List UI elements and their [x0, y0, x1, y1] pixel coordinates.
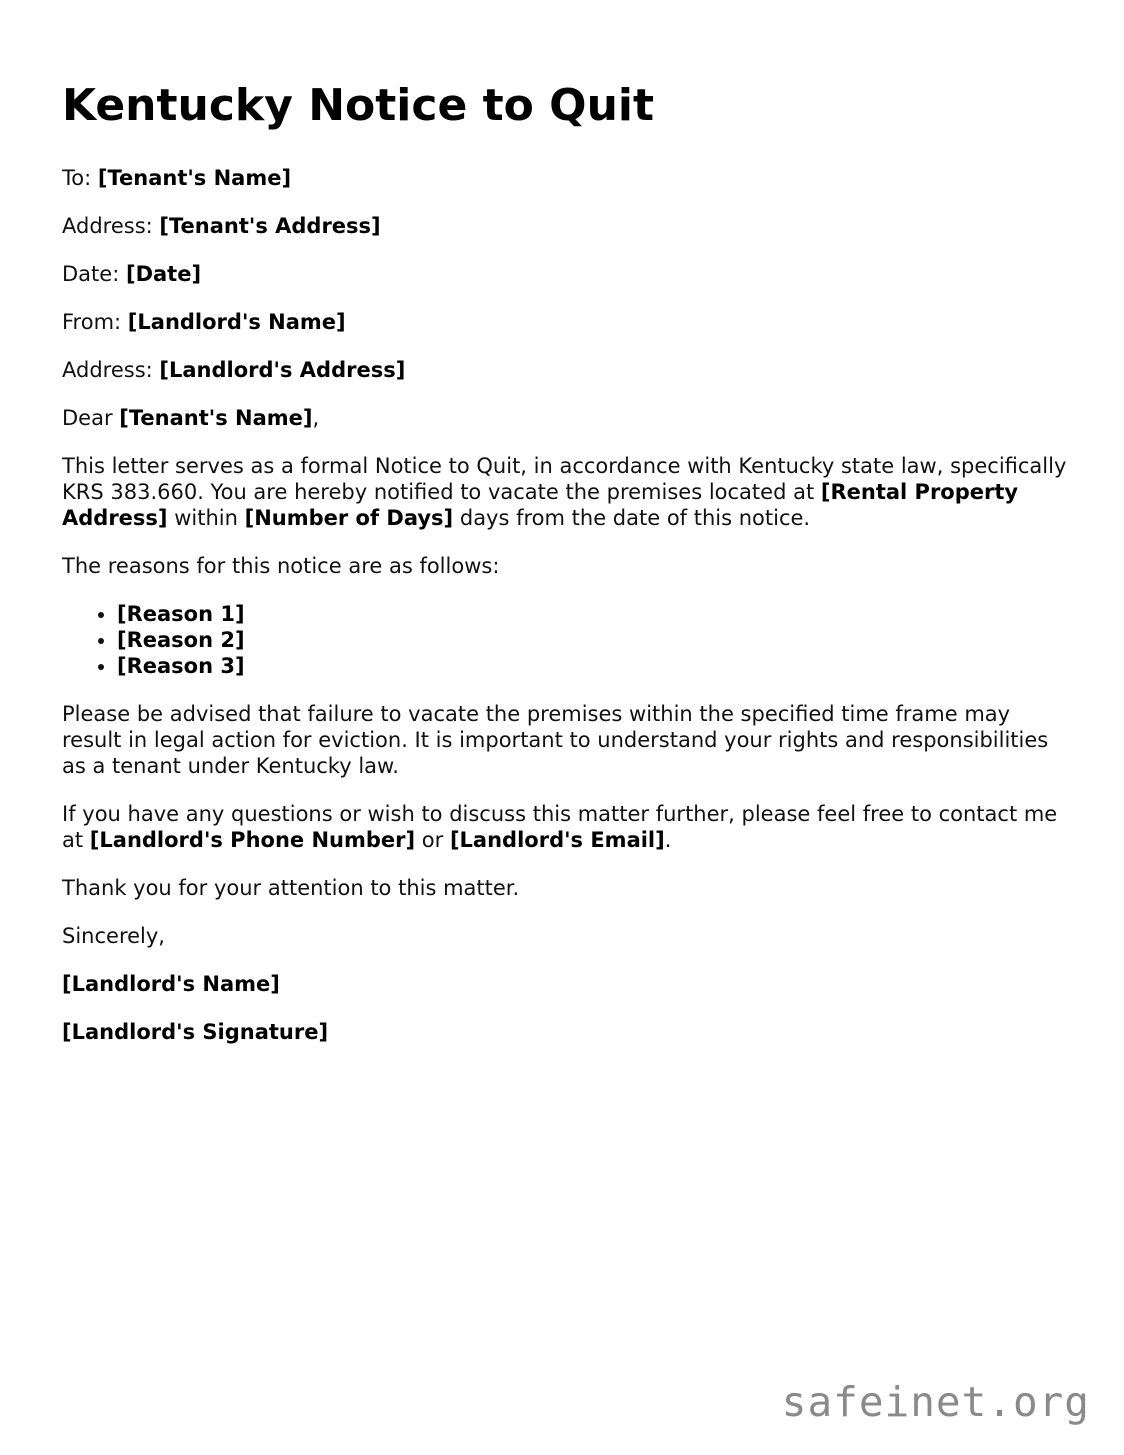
- notice-text-b: within: [174, 506, 238, 530]
- salutation-prefix: Dear: [62, 406, 113, 430]
- landlord-address-line: [62, 357, 1072, 383]
- from-label: From:: [62, 310, 122, 334]
- tenant-name-field: [Tenant's Name]: [97, 166, 292, 190]
- landlord-email-field: [Landlord's Email]: [449, 828, 665, 852]
- document-title: Kentucky Notice to Quit: [62, 80, 655, 131]
- notice-document: [62, 78, 1072, 1067]
- list-item: [117, 601, 1072, 627]
- tenant-address-label: Address:: [62, 214, 153, 238]
- reason-3: [Reason 3]: [117, 654, 245, 678]
- notice-text-a: This letter serves as a formal Notice to Quit, in accordance with Kentucky state law, specifically KRS 383.660. You are hereby notified to vacate the premises located at: [62, 454, 1067, 504]
- to-line: [62, 165, 1072, 191]
- from-line: [62, 309, 1072, 335]
- landlord-address-label: Address:: [62, 358, 153, 382]
- number-of-days-field: [Number of Days]: [244, 506, 454, 530]
- signer-name-line: [62, 971, 1072, 997]
- date-line: [62, 261, 1072, 287]
- date-field: [Date]: [125, 262, 202, 286]
- thanks-line: Thank you for your attention to this matter.: [62, 876, 520, 900]
- closing-line: Sincerely,: [62, 924, 165, 948]
- signer-signature: [Landlord's Signature]: [62, 1020, 329, 1044]
- watermark: safeinet.org: [781, 1378, 1090, 1426]
- reason-2: [Reason 2]: [117, 628, 245, 652]
- contact-text-c: .: [664, 828, 672, 852]
- salutation-suffix: ,: [312, 406, 320, 430]
- signer-signature-line: [62, 1019, 1072, 1045]
- salutation-name: [Tenant's Name]: [119, 406, 313, 430]
- contact-paragraph: [62, 801, 1072, 853]
- salutation: [62, 405, 1072, 431]
- warning-paragraph: Please be advised that failure to vacate the premises within the specified time frame may result in legal action for eviction. It is important to understand your rights and responsibilities as a tenant under Kentucky law.: [62, 702, 1049, 778]
- landlord-address-field: [Landlord's Address]: [159, 358, 406, 382]
- list-item: [117, 627, 1072, 653]
- list-item: [117, 653, 1072, 679]
- contact-text-b: or: [421, 828, 444, 852]
- notice-text-c: days from the date of this notice.: [459, 506, 811, 530]
- reasons-list: [62, 601, 1072, 679]
- notice-paragraph: [62, 453, 1072, 531]
- to-label: To:: [62, 166, 92, 190]
- reasons-intro: The reasons for this notice are as follows:: [62, 554, 500, 578]
- tenant-address-field: [Tenant's Address]: [159, 214, 381, 238]
- landlord-name-field: [Landlord's Name]: [127, 310, 346, 334]
- date-label: Date:: [62, 262, 120, 286]
- contact-text-a: If you have any questions or wish to discuss this matter further, please feel free to contact me at: [62, 802, 1058, 852]
- reason-1: [Reason 1]: [117, 602, 245, 626]
- rental-property-field: [Rental Property Address]: [62, 480, 1019, 530]
- tenant-address-line: [62, 213, 1072, 239]
- landlord-phone-field: [Landlord's Phone Number]: [89, 828, 416, 852]
- signer-name: [Landlord's Name]: [62, 972, 280, 996]
